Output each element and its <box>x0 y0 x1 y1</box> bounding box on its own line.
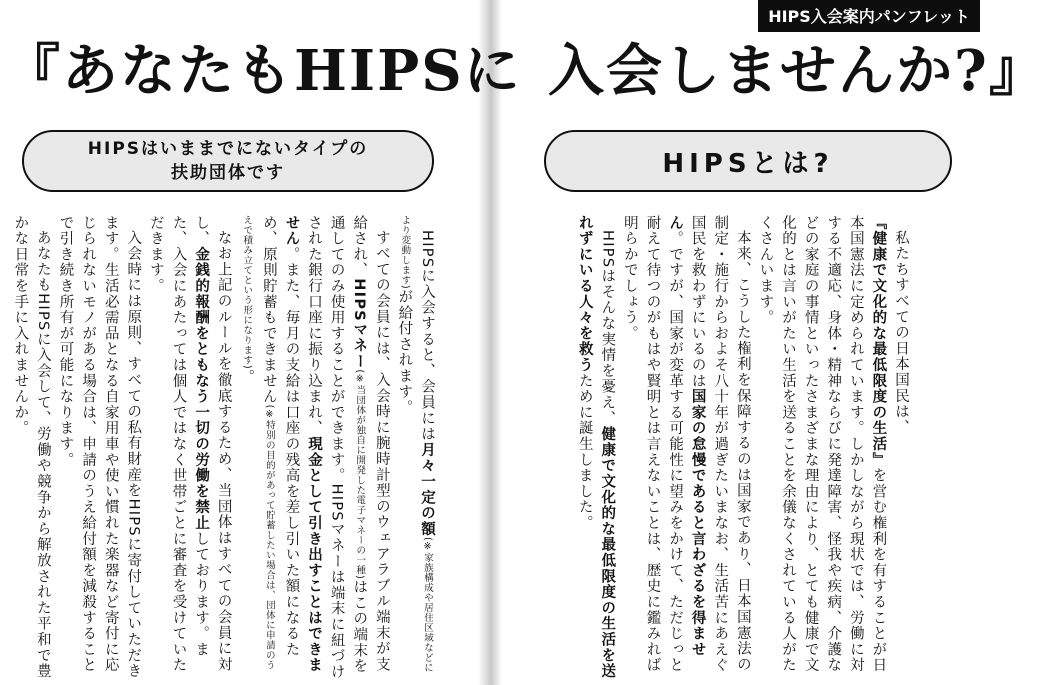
emphasis-monthly-amount: 月々一定の額 <box>419 441 435 537</box>
headline-right: 入会しませんか?』 <box>548 38 1047 104</box>
emphasis-no-labor: 金銭的報酬をともなう一切の労働を禁止 <box>193 246 210 532</box>
right-paragraph-3: HIPSはそんな実情を憂え、健康で文化的な最低限度の生活を送れずにいる人々を救うために誕生しました。 <box>576 215 616 679</box>
left-paragraph-1: HIPSに入会すると、会員には月々一定の額(※家族構成や居住区域などにより変動します)が給付されます。 <box>396 215 435 673</box>
emphasis-state-negligence: 国家の怠慢であると言わざるを得ません <box>667 215 706 658</box>
footnote: (※家族構成や居住区域などにより変動します) <box>399 215 433 673</box>
left-paragraph-3: なお上記のルールを徹底するため、当団体はすべての会員に対し、金銭的報酬をともなう一切の労働を禁止しております。また、入会にあたっては個人ではなく世帯ごとに審査を受けていただきます。 <box>147 215 232 674</box>
right-section-heading: HIPSとは? <box>544 130 952 192</box>
left-section-heading <box>22 130 434 192</box>
emphasis-mission: 健康で文化的な最低限度の生活を送れずにいる人々を救う <box>576 215 616 679</box>
left-paragraph-4: 入会時には原則、すべての私有財産をHIPSに寄付していただきます。生活必需品となる自家用車や使い慣れた楽器など寄付に応じられないモノがある場合は、申請のうえ給付額を減殺することで引き続き所有が可能になります。 <box>57 215 142 679</box>
right-page-body <box>576 215 912 680</box>
left-page-body <box>12 215 438 680</box>
right-paragraph-2: 本来、こうした権利を保障するのは国家であり、日本国憲法の制定・施行からおよそ八十年が過ぎたいまなお、生活苦にあえぐ国民を救わずにいるのは国家の怠慢であると言わざるを得ません。ですが、国家が変革する可能性に望みをかけて、ただじっと耐えて待つのがもはや賢明とは言えないことは、歴史に鑑みれば明らかでしょう。 <box>621 215 751 674</box>
left-paragraph-2: すべての会員には、入会時に腕時計型のウェアラブル端末が支給され、HIPSマネー(※当団体が独自に開発した電子マネーの一種)はこの端末を通してのみ使用することができます。HIPSマネーは端末に紐づけされた銀行口座に振り込まれ、現金として引き出すことはできません。また、毎月の支給は口座の残高を差し引いた額になるため、原則貯蓄もできません(※特別の目的があって貯蓄したい場合は、団体に申請のうえで積み立てという形になります)。 <box>238 215 390 680</box>
emphasis-healthy-life: 『健康で文化的な最低限度の生活』 <box>870 215 887 468</box>
pamphlet-badge: HIPS入会案内パンフレット <box>758 0 980 32</box>
footnote: (※特別の目的があって貯蓄したい場合は、団体に申請のうえで積み立てという形になります) <box>241 215 275 671</box>
left-heading-line-1: HIPSはいままでにないタイプの <box>87 139 369 159</box>
emphasis-no-cash: 現金として引き出すことはできません <box>283 215 323 674</box>
footnote: (※当団体が独自に開発した電子マネーの一種) <box>354 369 366 580</box>
left-heading-line-2: 扶助団体です <box>171 163 285 183</box>
left-paragraph-5: あなたもHIPSに入会して、労働や競争から解放された平和で豊かな日常を手に入れませんか。 <box>12 215 51 679</box>
right-paragraph-1: 私たちすべての日本国民は、『健康で文化的な最低限度の生活』を営む権利を有することが日本国憲法に定められています。しかしながら現状では、労働に対する不適応、身体・精神ならびに発達障害、怪我や疾病、介護などの家庭の事情といったさまざまな理由により、とても健康で文化的とは言いがたい生活を送ることを余儀なくされている人がたくさんいます。 <box>757 215 909 674</box>
emphasis-hips-money: HIPSマネー <box>351 278 368 370</box>
headline-left: 『あなたもHIPSに <box>4 38 522 104</box>
